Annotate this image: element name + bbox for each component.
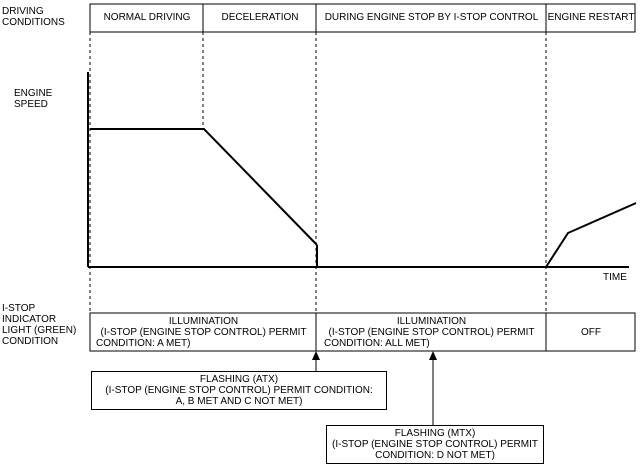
callout-flashing-atx: FLASHING (ATX) (I-STOP (ENGINE STOP CONTROL) PERMIT CONDITION: A, B MET AND C NOT MET) — [91, 371, 387, 410]
engine-speed-curve-restart — [546, 203, 636, 267]
indicator-line1: (I-STOP (ENGINE STOP CONTROL) PERMIT — [328, 327, 535, 338]
driving-conditions-label: DRIVING CONDITIONS — [2, 6, 65, 28]
phase-engine-stop: DURING ENGINE STOP BY I-STOP CONTROL — [324, 12, 539, 23]
indicator-title: ILLUMINATION — [396, 316, 467, 327]
indicator-line2: CONDITION: A MET) — [96, 338, 191, 349]
indicator-cell-off: OFF — [581, 327, 601, 338]
mtx-arrow-head — [429, 351, 437, 360]
engine-speed-curve-decel — [90, 129, 317, 245]
indicator-title: ILLUMINATION — [168, 316, 239, 327]
phase-normal-driving: NORMAL DRIVING — [103, 12, 191, 23]
indicator-cell-illumination-a — [91, 316, 316, 349]
phase-deceleration: DECELERATION — [221, 12, 299, 23]
phase-guides — [90, 32, 546, 313]
indicator-cell-illumination-all — [317, 316, 546, 349]
time-axis-label: TIME — [603, 272, 627, 283]
engine-speed-label: ENGINE SPEED — [14, 88, 53, 110]
atx-arrow-head — [312, 351, 320, 360]
indicator-line1: (I-STOP (ENGINE STOP CONTROL) PERMIT — [100, 327, 307, 338]
phase-engine-restart: ENGINE RESTART — [547, 12, 635, 23]
callout-flashing-mtx: FLASHING (MTX) (I-STOP (ENGINE STOP CONTROL) PERMIT CONDITION: D NOT MET) — [326, 425, 544, 464]
indicator-label: I-STOP INDICATOR LIGHT (GREEN) CONDITION — [2, 303, 77, 347]
indicator-line2: CONDITION: ALL MET) — [324, 338, 430, 349]
